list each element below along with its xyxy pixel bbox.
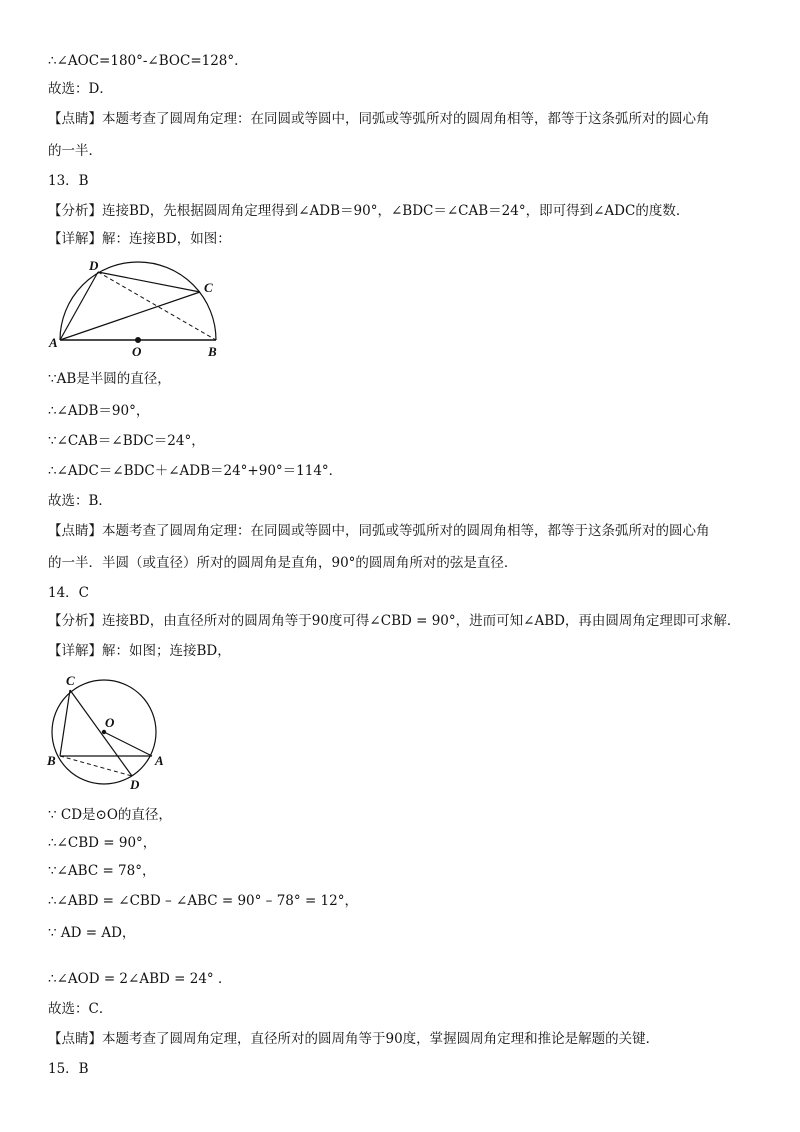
question-14-answer: 14．C [48, 585, 90, 601]
text-line-8: ∵AB是半圆的直径， [48, 371, 171, 387]
semicircle-figure [48, 256, 238, 360]
text-line-20: ∵∠ABC = 78°， [48, 863, 156, 879]
semicircle-arc [60, 262, 216, 340]
label-b: B [47, 753, 56, 768]
text-line-3: 【点睛】本题考查了圆周角定理：在同圆或等圆中，同弧或等弧所对的圆周角相等，都等于这条弧所对的圆心角 [48, 111, 710, 127]
text-line-24: 故选：C． [48, 1001, 113, 1017]
text-line-1: ∴∠AOC=180°-∠BOC=128°. [48, 53, 239, 69]
text-line-23: ∴∠AOD = 2∠ABD = 24° ． [48, 971, 232, 987]
segment-dc [98, 272, 200, 292]
text-line-13: 【点睛】本题考查了圆周角定理：在同圆或等圆中，同弧或等弧所对的圆周角相等，都等于这条弧所对的圆心角 [48, 523, 710, 539]
segment-ad [60, 272, 98, 340]
text-line-12: 故选：B． [48, 493, 112, 509]
label-d: D [130, 777, 140, 790]
label-o: O [132, 344, 142, 359]
text-line-17: 【详解】解：如图；连接BD， [48, 643, 231, 659]
label-c: C [66, 673, 75, 688]
text-line-10: ∵∠CAB＝∠BDC＝24°， [48, 433, 205, 449]
text-line-11: ∴∠ADC＝∠BDC＋∠ADB＝24°+90°＝114°． [48, 463, 343, 479]
segment-oa [104, 732, 152, 756]
label-o: O [105, 715, 115, 730]
text-line-7: 【详解】解：连接BD，如图： [48, 231, 231, 247]
segment-bd-dashed [60, 756, 132, 776]
text-line-6: 【分析】连接BD，先根据圆周角定理得到∠ADB＝90°，∠BDC＝∠CAB＝24°，即可得到∠ADC的度数． [48, 203, 690, 219]
text-line-4: 的一半． [48, 143, 102, 159]
question-13-answer: 13．B [48, 173, 89, 189]
segment-bd-dashed [98, 272, 216, 340]
text-line-9: ∴∠ADB＝90°， [48, 403, 150, 419]
circle-figure [44, 672, 174, 790]
text-line-22: ∵ AD = AD， [48, 925, 136, 941]
question-15-answer: 15．B [48, 1061, 89, 1077]
text-line-25: 【点睛】本题考查了圆周角定理，直径所对的圆周角等于90度，掌握圆周角定理和推论是解题的关键． [48, 1031, 660, 1047]
label-d: D [89, 258, 99, 273]
text-line-18: ∵ CD是⊙O的直径， [48, 807, 172, 823]
segment-cb [60, 690, 70, 756]
text-line-16: 【分析】连接BD，由直径所对的圆周角等于90度可得∠CBD = 90°，进而可知∠ABD，再由圆周角定理即可求解． [48, 613, 741, 629]
segment-ac [60, 292, 200, 340]
text-line-2: 故选：D． [48, 81, 113, 97]
text-line-14: 的一半．半圆（或直径）所对的圆周角是直角，90°的圆周角所对的弦是直径． [48, 555, 518, 571]
center-point [135, 337, 141, 343]
text-line-19: ∴∠CBD = 90°， [48, 835, 157, 851]
label-a: A [49, 335, 58, 350]
text-line-21: ∴∠ABD = ∠CBD – ∠ABC = 90° – 78° = 12°， [48, 893, 358, 909]
label-c: C [204, 280, 213, 295]
label-b: B [208, 344, 217, 359]
label-a: A [155, 753, 164, 768]
center-point [102, 730, 106, 734]
diameter-cd [70, 690, 132, 776]
